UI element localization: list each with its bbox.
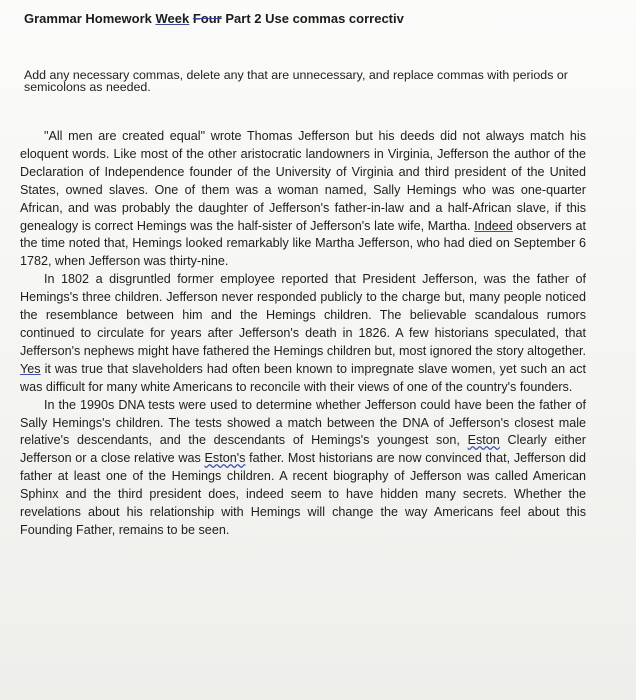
paragraph-2 <box>20 271 586 396</box>
paragraph-3-text-end: father. Most historians are now convinced that, Jefferson did father at least one of the Hemings children. A recent biography of Jefferson was called American Sphinx and the third president does, indeed seem to have hidden many secrets. Whether the revelations about his relationship with Hemings will change the way Americans feel about this Founding Father, remains to be seen. <box>20 451 586 537</box>
paragraph-3-text: In the 1990s DNA tests were used to determine whether Jefferson could have been the father of Sally Hemings's children. The tests showed a match between the DNA of Jefferson's closest male relative's descendants, and the descendants of Hemings's youngest son, <box>20 397 586 448</box>
paragraph-1-text: "All men are created equal" wrote Thomas Jefferson but his deeds did not always match his eloquent words. Like most of the other aristocratic landowners in Virginia, Jefferson the author of the Declaration of Independence founder of the University of Virginia and third president of the United States, owned slaves. One of them was a woman named, Sally Hemings who was one-quarter African, and was probably the daughter of Jefferson's father-in-law and a half-African slave, if this genealogy is correct Hemings was the half-sister of Jefferson's late wife, Martha. <box>20 129 586 233</box>
underlined-word-indeed: Indeed <box>474 218 513 233</box>
paragraph-1 <box>20 128 586 271</box>
paragraph-1-text-end: observers at the time noted that, Hemings looked remarkably like Martha Jefferson, who had died on September 6 1782, when Jefferson was thirty-nine. <box>20 218 586 269</box>
title-text-end: Part 2 Use commas correctiv <box>221 11 404 26</box>
passage <box>20 128 586 540</box>
underlined-word-estons: Eston's <box>204 451 246 466</box>
page-title <box>24 11 404 26</box>
paragraph-2-text-end: it was true that slaveholders had often been known to impregnate slave women, yet such an act was difficult for many white Americans to reconcile with their views of one of the country's founders. <box>20 361 586 394</box>
instructions: Add any necessary commas, delete any that are unnecessary, and replace commas with periods or semicolons as needed. <box>24 68 568 94</box>
title-text: Grammar Homework <box>24 11 156 26</box>
title-week: Week <box>155 11 190 26</box>
paragraph-3-text-mid: Clearly either Jefferson or a close relative was <box>20 433 586 466</box>
paragraph-2-text: In 1802 a disgruntled former employee reported that President Jefferson, was the father of Hemings's three children. Jefferson never responded publicly to the charge but, many people noticed the resemblance between him and the Hemings children. The believable scandalous rumors continued to circulate for years after Jefferson's death in 1826. A few historians speculated, that Jefferson's nephews might have fathered the Hemings children but, most ignored the story altogether. <box>20 272 586 358</box>
underlined-word-eston: Eston <box>467 433 500 448</box>
paragraph-3 <box>20 397 586 540</box>
underlined-word-yes: Yes <box>20 361 41 376</box>
title-four-struck: Four <box>192 11 222 26</box>
